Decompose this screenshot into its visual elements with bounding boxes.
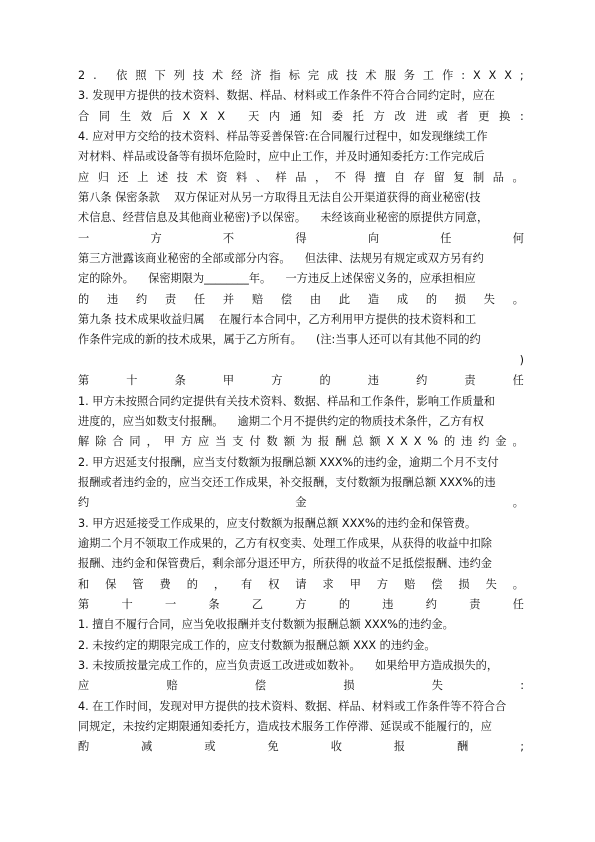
text-line: 2. 甲方迟延支付报酬，应当支付数额为报酬总额 XXX%的违约金，逾期二个月不支付 [78, 455, 499, 469]
text-line: 1. 甲方未按照合同约定提供有关技术资料、数据、样品和工作条件，影响工作质量和 [78, 394, 495, 408]
text-char: 同 [98, 109, 111, 123]
text-char: 有 [241, 577, 253, 591]
text-char: 合 [112, 435, 124, 449]
text-char: 保 [105, 577, 117, 591]
text-char [105, 66, 109, 86]
text-char: 技 [176, 170, 188, 184]
text-char: : [520, 109, 524, 123]
text-char: 完 [307, 69, 320, 82]
text-char: 的 [443, 435, 456, 449]
text-char: 除 [95, 435, 107, 449]
text-char: 失 [431, 679, 443, 693]
text-char: 赔 [251, 292, 264, 306]
text-char: 和 [78, 577, 90, 591]
text-char: % [427, 435, 438, 449]
text-char: 约 [478, 435, 490, 449]
text-char: 违 [367, 374, 379, 388]
text-line [78, 432, 524, 452]
text-char: 总 [352, 435, 364, 449]
text-char: 权 [268, 577, 280, 591]
text-char: 自 [394, 170, 406, 184]
text-char: X [488, 69, 497, 82]
text-char: 酬 [457, 740, 469, 754]
text-char: 的 [425, 292, 438, 306]
text-char: 条 [208, 597, 220, 611]
text-char: 违 [461, 435, 473, 449]
text-char: 术 [196, 170, 208, 184]
text-char: 应 [197, 435, 210, 449]
text-char: X [413, 435, 422, 449]
text-char: 。 [512, 170, 524, 184]
text-char: 管 [132, 577, 144, 591]
text-char: 方 [376, 577, 389, 591]
text-char: 述 [157, 170, 169, 184]
text-char: 赔 [166, 679, 178, 693]
text-char: 数 [266, 435, 278, 449]
text-char: 服 [384, 69, 396, 82]
contract-text-block [78, 66, 524, 758]
text-char: 方 [180, 435, 193, 449]
text-char: 何 [512, 231, 524, 245]
text-char: 归 [97, 170, 109, 184]
text-char: 方 [373, 109, 385, 123]
text-char: 进 [415, 109, 427, 123]
text-char: X [386, 435, 395, 449]
text-char: 的 [78, 292, 90, 306]
text-line [78, 290, 524, 310]
text-line [78, 229, 524, 249]
text-line [78, 737, 524, 757]
text-line: 作条件完成的新的技术成果，属于乙方所有。 (注:当事人还可以有其他不同的约 [78, 333, 481, 347]
text-line [78, 107, 524, 127]
text-char: 品 [295, 170, 307, 184]
text-char: 损 [343, 679, 355, 693]
text-char: 求 [322, 577, 334, 591]
text-char: ， [315, 170, 327, 184]
text-char: 为 [300, 435, 313, 449]
text-char: 照 [135, 69, 147, 82]
text-line [78, 493, 524, 513]
text-char: 务 [403, 69, 415, 82]
text-char: 责 [469, 597, 481, 611]
text-char: 减 [141, 740, 153, 754]
text-char: 违 [106, 292, 119, 306]
text-char: 任 [512, 597, 524, 611]
text-char: 效 [140, 109, 152, 123]
text-char: 约 [135, 292, 148, 306]
text-char: 标 [288, 69, 300, 82]
text-char: 违 [382, 597, 394, 611]
text-char: 应 [78, 170, 90, 184]
text-char: 制 [473, 170, 485, 184]
text-char: 合 [78, 109, 90, 123]
text-char: 甲 [349, 577, 361, 591]
text-char: 约 [78, 496, 90, 510]
text-char: 成 [396, 292, 409, 306]
text-char: 料 [236, 170, 248, 184]
text-line [78, 575, 524, 595]
text-char: 任 [440, 231, 452, 245]
text-char: 十 [121, 597, 133, 611]
text-char: 甲 [163, 435, 175, 449]
text-char: 擅 [374, 170, 386, 184]
text-char: 应 [78, 679, 90, 693]
text-char: 免 [267, 740, 279, 754]
text-char: 十 [126, 374, 138, 388]
text-char: 或 [436, 109, 448, 123]
text-char: 得 [295, 231, 307, 245]
text-char [235, 107, 239, 127]
text-char: 、 [255, 170, 267, 184]
text-char: 通 [289, 109, 302, 123]
text-line: 3. 甲方迟延接受工作成果的，应支付数额为报酬总额 XXX%的违约金和保管费。 [78, 516, 477, 530]
text-char: 济 [250, 69, 262, 82]
text-line: 1. 擅自不履行合同，应当免收报酬并支付数额为报酬总额 XXX%的违约金。 [78, 618, 454, 632]
text-char: 作 [442, 69, 454, 82]
text-char: 第 [78, 597, 90, 611]
text-line: 4. 在工作时间，发现对甲方提供的技术资料、数据、样品、材料或工作条件等不符合合 [78, 699, 507, 713]
text-line: 逾期二个月不领取工作成果的，乙方有权变卖、处理工作成果，从获得的收益中扣除 [78, 536, 492, 550]
text-line [78, 595, 524, 615]
text-char: 支 [232, 435, 244, 449]
text-char: 。 [512, 435, 524, 449]
text-char: 改 [394, 109, 406, 123]
text-line: 报酬、违约金和保管费后，剩余部分退还甲方，所获得的收益不足抵偿报酬、违约金 [78, 557, 492, 571]
text-char: : [461, 69, 466, 82]
text-char: 托 [352, 109, 364, 123]
text-line: 定的除外。 保密期限为________年。 一方违反上述保密义务的，应承担相应 [78, 272, 476, 286]
text-line: 对材料、样品或设备等有损坏危险时，应中止工作，并及时通知委托方:工作完成后 [78, 150, 485, 164]
text-char: 同 [129, 435, 141, 449]
text-char: 报 [393, 740, 406, 754]
text-char: 者 [457, 109, 469, 123]
text-char: 。 [512, 496, 524, 510]
text-char: ， [146, 435, 158, 449]
text-line: 第九条 技术成果收益归属 在履行本合同中，乙方利用甲方提供的技术资料和工 [78, 313, 477, 327]
text-char: 报 [317, 435, 330, 449]
text-char: 术 [365, 69, 377, 82]
text-char: 委 [331, 109, 343, 123]
text-char: 费 [159, 577, 171, 591]
text-char: 失 [485, 577, 497, 591]
text-char: 请 [295, 577, 307, 591]
text-char: X [217, 109, 226, 123]
text-char: 偿 [431, 577, 443, 591]
text-char: 2 [78, 69, 86, 82]
text-char: 赔 [404, 577, 416, 591]
text-char: 或 [204, 740, 216, 754]
text-char: 留 [433, 170, 445, 184]
text-char: 一 [164, 597, 177, 611]
text-char: 内 [268, 109, 281, 123]
text-char: 的 [319, 374, 331, 388]
text-char: 换 [499, 109, 511, 123]
text-char: 损 [454, 292, 466, 306]
text-line [78, 66, 524, 86]
text-char: 品 [492, 170, 504, 184]
text-char: 一 [78, 231, 90, 245]
text-char: 偿 [254, 679, 267, 693]
text-char: 的 [338, 597, 351, 611]
text-char: X [200, 109, 208, 123]
text-char: ; [520, 740, 524, 754]
text-char: 责 [164, 292, 177, 306]
text-char: 约 [416, 374, 428, 388]
text-line [78, 371, 524, 391]
text-char: 。 [512, 292, 524, 306]
text-char: 更 [478, 109, 490, 123]
text-char: 技 [192, 69, 205, 82]
text-char: ， [213, 577, 226, 591]
text-char: 额 [283, 435, 295, 449]
text-char: 样 [275, 170, 287, 184]
text-line: 同规定，未按约定期限通知委托方，造成技术服务工作停滞、延误或不能履行的，应 [78, 720, 492, 733]
text-char: 向 [367, 231, 380, 245]
text-char: 并 [222, 292, 235, 306]
text-char: : [520, 679, 524, 693]
text-char: X [473, 69, 481, 82]
text-char: 依 [116, 69, 128, 82]
text-char: 天 [248, 109, 260, 123]
text-line [78, 676, 524, 696]
text-char: 额 [369, 435, 381, 449]
text-char: 责 [464, 374, 476, 388]
text-line [78, 168, 524, 188]
text-char: 当 [215, 435, 227, 449]
text-char: 金 [495, 435, 507, 449]
text-char: 甲 [222, 374, 235, 388]
text-line: ) [519, 353, 524, 367]
text-char: 付 [249, 435, 261, 449]
text-char: 乙 [251, 597, 264, 611]
text-char: 工 [422, 69, 435, 82]
text-char: 还 [117, 170, 129, 184]
text-line: 第八条 保密条款 双方保证对从另一方取得且无法自公开渠道获得的商业秘密(技 [78, 191, 481, 205]
text-char: 不 [222, 231, 235, 245]
text-char: 金 [295, 496, 307, 510]
text-line: 3. 发现甲方提供的技术资料、数据、样品、材料或工作条件不符合合同约定时，应在 [78, 89, 495, 103]
text-char: 此 [338, 292, 351, 306]
text-char: 第 [78, 374, 90, 388]
text-char: 不 [334, 170, 346, 184]
text-char: 收 [330, 740, 342, 754]
text-char: ; [519, 69, 524, 82]
text-line: 进度的，应当如数支付报酬。 逾期二个月不提供约定的物质技术条件，乙方有权 [78, 414, 484, 428]
text-char: 生 [119, 109, 132, 123]
text-char: 列 [173, 69, 185, 82]
text-char: 下 [154, 69, 166, 82]
text-char: 任 [193, 292, 206, 306]
text-char: 存 [413, 170, 425, 184]
text-char: 经 [231, 69, 243, 82]
text-char: X [400, 435, 408, 449]
text-char: 成 [327, 69, 339, 82]
text-char: 解 [78, 435, 90, 449]
text-char: X [182, 109, 191, 123]
text-char: 上 [137, 170, 149, 184]
text-char: 资 [216, 170, 228, 184]
text-char: 方 [150, 231, 162, 245]
text-char: 方 [271, 374, 283, 388]
text-char: 由 [309, 292, 322, 306]
text-line: 报酬或者违约金的，应当交还工作成果，补交报酬，支付数额为报酬总额 XXX%的违 [78, 475, 496, 489]
text-char: 得 [354, 170, 366, 184]
text-char: 损 [458, 577, 470, 591]
text-char: 后 [161, 109, 173, 123]
text-char: 的 [186, 577, 198, 591]
text-char: 指 [269, 69, 281, 82]
text-char: 酌 [78, 740, 90, 754]
text-char: X [504, 69, 512, 82]
text-char: 方 [295, 597, 307, 611]
text-char: 偿 [280, 292, 293, 306]
text-char: 复 [453, 170, 465, 184]
text-line: 2. 未按约定的期限完成工作的，应支付数额为报酬总额 XXX 的违约金。 [78, 638, 436, 652]
text-char: 技 [346, 69, 358, 82]
text-char: 条 [174, 374, 186, 388]
text-char: . [93, 69, 97, 82]
text-char: 。 [512, 577, 524, 591]
text-char: 术 [212, 69, 224, 82]
text-line: 第三方泄露该商业秘密的全部或部分内容。 但法律、法规另有规定或双方另有约 [78, 252, 484, 266]
text-char: 任 [512, 374, 524, 388]
text-char: 知 [310, 109, 323, 123]
text-line: 4. 应对甲方交给的技术资料、样品等妥善保管:在合同履行过程中，如发现继续工作 [78, 130, 488, 144]
text-char: 酬 [335, 435, 347, 449]
text-char: 造 [367, 292, 380, 306]
text-line: 术信息、经营信息及其他商业秘密)予以保密。 未经该商业秘密的原提供方同意， [78, 211, 489, 225]
text-char: 约 [425, 597, 437, 611]
text-line: 3. 未按质按量完成工作的，应当负责返工改进或如数补。 如果给甲方造成损失的， [78, 658, 499, 672]
text-char: 失 [483, 292, 495, 306]
